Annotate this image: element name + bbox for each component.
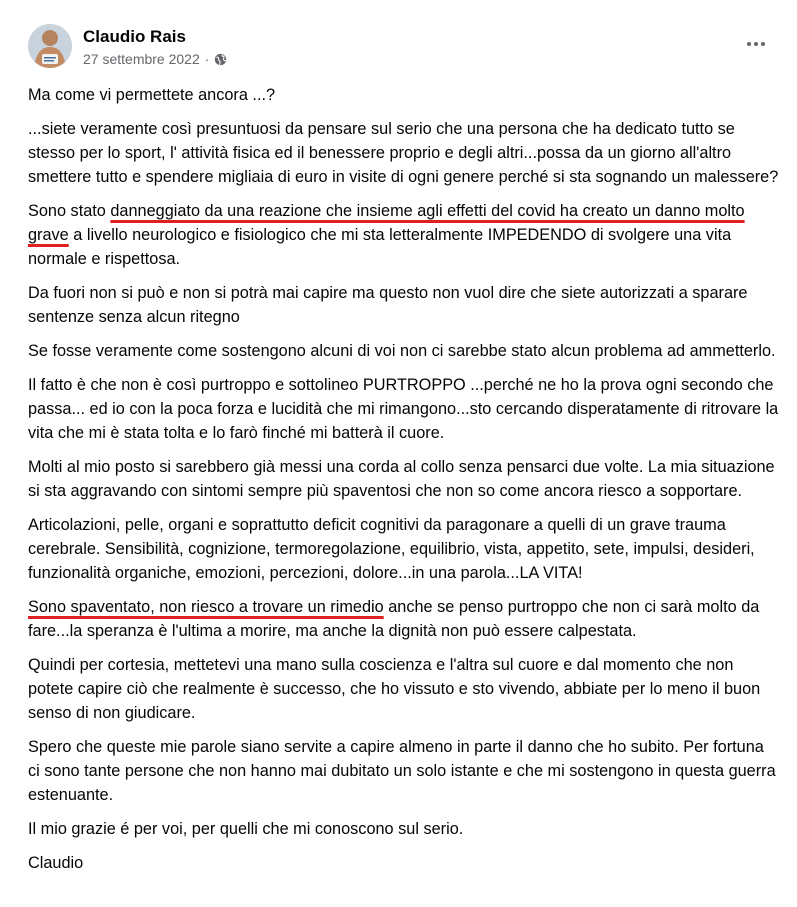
paragraph-text: Articolazioni, pelle, organi e soprattutto deficit cognitivi da paragonare a quelli di un grave trauma cerebrale. Sensibilità, cognizione, termoregolazione, equilibrio, vista, appetito, sete, impulsi, desideri, funzionalità organiche, emozioni, percezioni, dolore...in una parola...LA VITA! [28,516,755,582]
post-paragraph [28,455,780,503]
post-meta [83,51,227,67]
post-paragraph [28,851,780,875]
paragraph-text: Claudio [28,854,84,872]
post-paragraph [28,339,780,363]
globe-icon[interactable] [214,53,227,66]
separator: · [204,51,210,67]
post-paragraph [28,199,780,271]
paragraph-text: anche se penso purtroppo che non ci sarà molto da fare...la speranza è l'ultima a morire, ma anche la dignità non può essere calpestata. [28,598,760,640]
post-body [28,83,780,885]
avatar[interactable] [28,24,72,68]
paragraph-text: a livello neurologico e fisiologico che mi sta letteralmente IMPEDENDO di svolgere una vita normale e rispettosa. [28,226,732,268]
paragraph-text: Il fatto è che non è così purtroppo e sottolineo PURTROPPO ...perché ne ho la prova ogni secondo che passa... ed io con la poca forza e lucidità che mi rimangono...sto cercando disperatamente di ritrovare la vita che mi è stata tolta e lo farò finché mi batterà il cuore. [28,376,779,442]
post-paragraph [28,513,780,585]
underlined-text: danneggiato da una reazione che insieme agli effetti del covid ha creato un danno molto grave [28,202,745,244]
post-paragraph [28,281,780,329]
post-paragraph [28,653,780,725]
post-paragraph [28,83,780,107]
post-date[interactable]: 27 settembre 2022 [83,51,200,67]
more-options-icon[interactable] [741,32,771,56]
post-header [28,24,773,72]
paragraph-text: Se fosse veramente come sostengono alcuni di voi non ci sarebbe stato alcun problema ad ammetterlo. [28,342,776,360]
paragraph-text: Spero che queste mie parole siano servite a capire almeno in parte il danno che ho subito. Per fortuna ci sono tante persone che non hanno mai dubitato un solo istante e che mi sostengono in questa guerra estenuante. [28,738,776,804]
post-paragraph [28,373,780,445]
paragraph-text: Molti al mio posto si sarebbero già messi una corda al collo senza pensarci due volte. La mia situazione si sta aggravando con sintomi sempre più spaventosi che non so come ancora riesco a sopportare. [28,458,775,500]
post-paragraph [28,595,780,643]
paragraph-text: Il mio grazie é per voi, per quelli che mi conoscono sul serio. [28,820,464,838]
paragraph-text: Da fuori non si può e non si potrà mai capire ma questo non vuol dire che siete autorizzati a sparare sentenze senza alcun ritegno [28,284,748,326]
paragraph-text: Ma come vi permettete ancora ...? [28,86,276,104]
post-paragraph [28,817,780,841]
paragraph-text: Sono stato [28,202,111,220]
paragraph-text: ...siete veramente così presuntuosi da pensare sul serio che una persona che ha dedicato tutto se stesso per lo sport, l' attività fisica ed il benessere proprio e degli altri...possa da un giorno all'altro smettere tutto e spendere migliaia di euro in visite di ogni genere perché si sta sognando un malessere? [28,120,779,186]
paragraph-text: Quindi per cortesia, mettetevi una mano sulla coscienza e l'altra sul cuore e dal momento che non potete capire ciò che realmente è successo, che ho vissuto e sto vivendo, abbiate per lo meno il buon senso di non giudicare. [28,656,761,722]
underlined-text: Sono spaventato, non riesco a trovare un rimedio [28,598,384,616]
author-name[interactable]: Claudio Rais [83,27,186,46]
post-paragraph [28,735,780,807]
post-paragraph [28,117,780,189]
